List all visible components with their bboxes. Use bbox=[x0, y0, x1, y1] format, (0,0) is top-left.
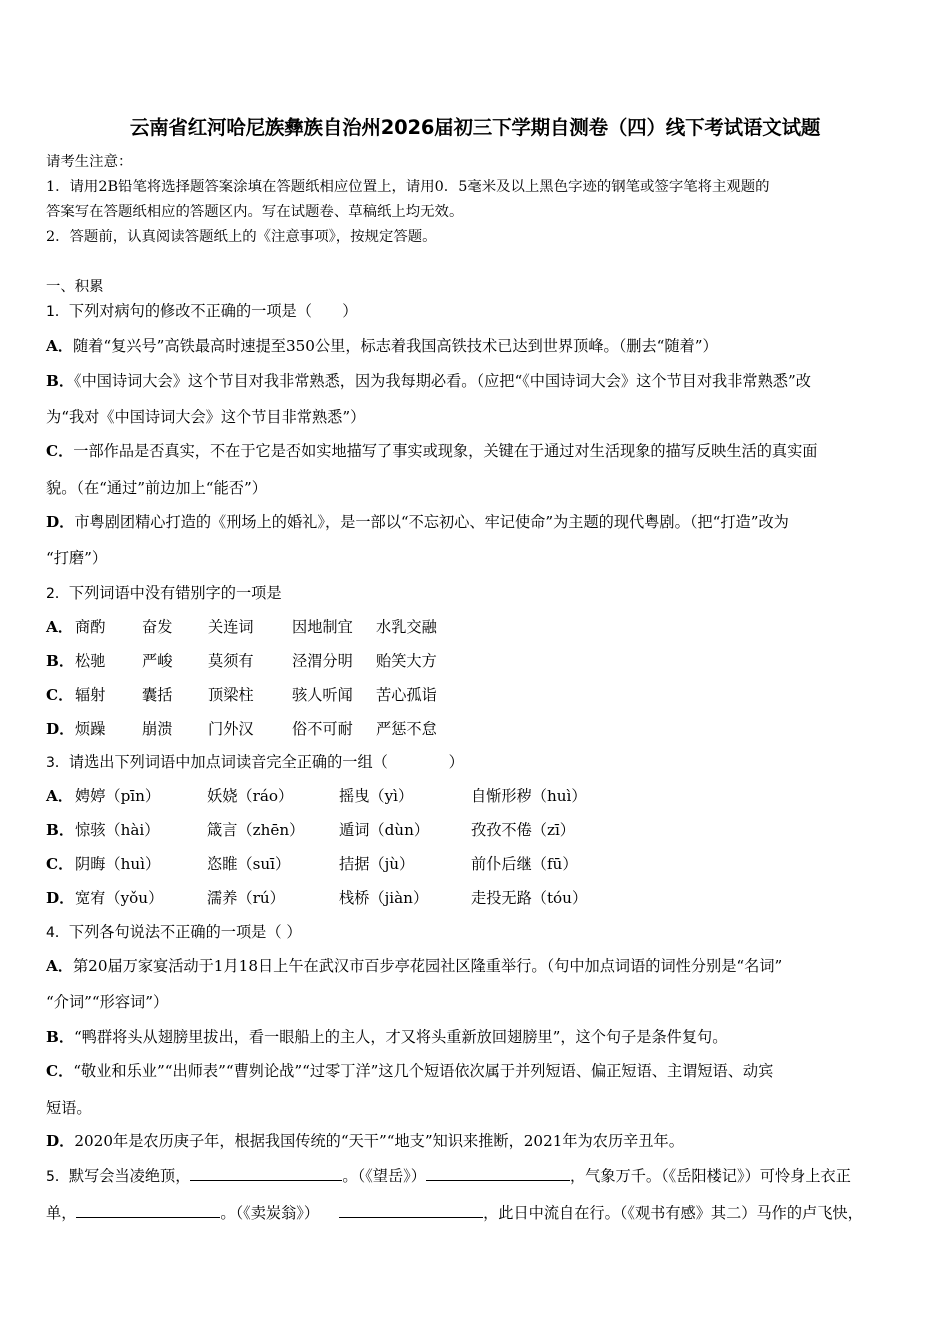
notice-line-2: 答案写在答题纸相应的答题区内。写在试题卷、草稿纸上均无效。 bbox=[46, 204, 464, 220]
question-4-option-a: A．第20届万家宴活动于1月18日上午在武汉市百步亭花园社区隆重举行。（句中加点词语的词性分别是“名词” bbox=[46, 957, 783, 975]
question-4-option-d: D．2020年是农历庚子年，根据我国传统的“天干”“地支”知识来推断，2021年为农历辛丑年。 bbox=[46, 1132, 684, 1150]
question-1-option-d: D．市粤剧团精心打造的《刑场上的婚礼》，是一部以“不忘初心、牢记使命”为主题的现代粤剧。（把“打造”改为 bbox=[46, 513, 789, 531]
question-3-option-word: 娉婷（pīn） bbox=[75, 787, 161, 805]
question-3-option-word: 箴言（zhēn） bbox=[207, 821, 305, 839]
question-3-option-label: A． bbox=[46, 787, 73, 805]
question-4-option-a-cont: “介词”“形容词”） bbox=[46, 993, 169, 1011]
question-2-option-word: 因地制宜 bbox=[292, 618, 353, 636]
question-4-option-b: B．“鸭群将头从翅膀里拔出，看一眼船上的主人，才又将头重新放回翅膀里”，这个句子是条件复句。 bbox=[46, 1028, 728, 1046]
question-1-stem: 1．下列对病句的修改不正确的一项是（ ） bbox=[46, 302, 358, 320]
question-2-stem: 2．下列词语中没有错别字的一项是 bbox=[46, 584, 282, 602]
question-3-option-word: 摇曳（yì） bbox=[339, 787, 414, 805]
question-3-option-word: 遁词（dùn） bbox=[339, 821, 430, 839]
fill-blank[interactable] bbox=[190, 1165, 342, 1181]
question-2-option-word: 严峻 bbox=[142, 652, 173, 670]
question-5-line-1: 5．默写会当凌绝顶， 。（《望岳》） ，气象万千。（《岳阳楼记》）可怜身上衣正 bbox=[46, 1167, 851, 1185]
question-1-option-a: A．随着“复兴号”高铁最高时速提至350公里，标志着我国高铁技术已达到世界顶峰。（删去“随着”） bbox=[46, 337, 718, 355]
question-3-option-word: 孜孜不倦（zī） bbox=[471, 821, 575, 839]
question-2-option-word: 泾渭分明 bbox=[292, 652, 353, 670]
question-number: 1． bbox=[46, 304, 69, 320]
question-2-option-word: 严惩不怠 bbox=[376, 720, 437, 738]
question-3-option-label: D． bbox=[46, 889, 75, 907]
question-3-option-word: 拮据（jù） bbox=[339, 855, 415, 873]
question-5-line-2: 单， 。（《卖炭翁》） ，此日中流自在行。（《观书有感》其二）马作的卢飞快， bbox=[46, 1204, 863, 1222]
question-3-option-label: C． bbox=[46, 855, 74, 873]
notice-line-1: 1．请用2B铅笔将选择题答案涂填在答题纸相应位置上，请用0．5毫米及以上黑色字迹的钢笔或签字笔将主观题的 bbox=[46, 179, 770, 195]
question-3-option-label: B． bbox=[46, 821, 75, 839]
notice-line-3: 2．答题前，认真阅读答题纸上的《注意事项》，按规定答题。 bbox=[46, 229, 437, 245]
question-2-option-word: 关连词 bbox=[208, 618, 254, 636]
question-2-option-label: D． bbox=[46, 720, 75, 738]
question-3-option-word: 濡养（rú） bbox=[207, 889, 285, 907]
question-2-option-word: 松驰 bbox=[75, 652, 106, 670]
question-3-option-word: 自惭形秽（huì） bbox=[471, 787, 587, 805]
question-4-stem: 4．下列各句说法不正确的一项是（ ） bbox=[46, 923, 302, 941]
notice-heading: 请考生注意： bbox=[46, 154, 133, 170]
question-3-option-word: 走投无路（tóu） bbox=[471, 889, 588, 907]
question-3-option-word: 恣睢（suī） bbox=[207, 855, 291, 873]
question-1-option-d-cont: “打磨”） bbox=[46, 549, 108, 567]
fill-blank[interactable] bbox=[76, 1202, 220, 1218]
fill-blank[interactable] bbox=[339, 1202, 483, 1218]
question-2-option-word: 莫须有 bbox=[208, 652, 254, 670]
question-2-option-word: 贻笑大方 bbox=[376, 652, 437, 670]
question-3-option-word: 惊骇（hài） bbox=[75, 821, 160, 839]
question-2-option-word: 奋发 bbox=[142, 618, 173, 636]
question-2-option-word: 门外汉 bbox=[208, 720, 254, 738]
question-2-option-label: C． bbox=[46, 686, 74, 704]
question-4-option-c-cont: 短语。 bbox=[46, 1099, 92, 1117]
question-3-option-word: 栈桥（jiàn） bbox=[339, 889, 429, 907]
section-heading: 一、积累 bbox=[46, 279, 104, 295]
question-2-option-label: A． bbox=[46, 618, 73, 636]
question-2-option-word: 囊括 bbox=[142, 686, 173, 704]
question-2-option-word: 苦心孤诣 bbox=[376, 686, 437, 704]
question-2-option-word: 俗不可耐 bbox=[292, 720, 353, 738]
question-2-option-word: 水乳交融 bbox=[376, 618, 437, 636]
question-1-option-b-cont: 为“我对《中国诗词大会》这个节目非常熟悉”） bbox=[46, 408, 366, 426]
question-2-option-word: 骇人听闻 bbox=[292, 686, 353, 704]
question-2-option-word: 辐射 bbox=[75, 686, 106, 704]
question-3-stem: 3．请选出下列词语中加点词读音完全正确的一组（ ） bbox=[46, 753, 464, 771]
question-3-option-word: 妖娆（ráo） bbox=[207, 787, 294, 805]
question-1-option-c: C．一部作品是否真实，不在于它是否如实地描写了事实或现象，关键在于通过对生活现象的描写反映生活的真实面 bbox=[46, 442, 818, 460]
question-2-option-word: 顶梁柱 bbox=[208, 686, 254, 704]
question-2-option-word: 崩溃 bbox=[142, 720, 173, 738]
question-2-option-label: B． bbox=[46, 652, 75, 670]
fill-blank[interactable] bbox=[426, 1165, 570, 1181]
page-title: 云南省红河哈尼族彝族自治州2026届初三下学期自测卷（四）线下考试语文试题 bbox=[129, 116, 821, 139]
question-1-option-b: B．《中国诗词大会》这个节目对我非常熟悉，因为我每期必看。（应把“《中国诗词大会》这个节目对我非常熟悉”改 bbox=[46, 372, 811, 390]
question-3-option-word: 宽宥（yǒu） bbox=[75, 889, 164, 907]
question-4-option-c: C．“敬业和乐业”“出师表”“曹刿论战”“过零丁洋”这几个短语依次属于并列短语、偏正短语、主谓短语、动宾 bbox=[46, 1062, 774, 1080]
question-3-option-word: 阴晦（huì） bbox=[75, 855, 161, 873]
question-1-option-c-cont: 貌。（在“通过”前边加上“能否”） bbox=[46, 479, 267, 497]
question-3-option-word: 前仆后继（fū） bbox=[471, 855, 578, 873]
question-2-option-word: 烦躁 bbox=[75, 720, 106, 738]
question-2-option-word: 商酌 bbox=[75, 618, 106, 636]
